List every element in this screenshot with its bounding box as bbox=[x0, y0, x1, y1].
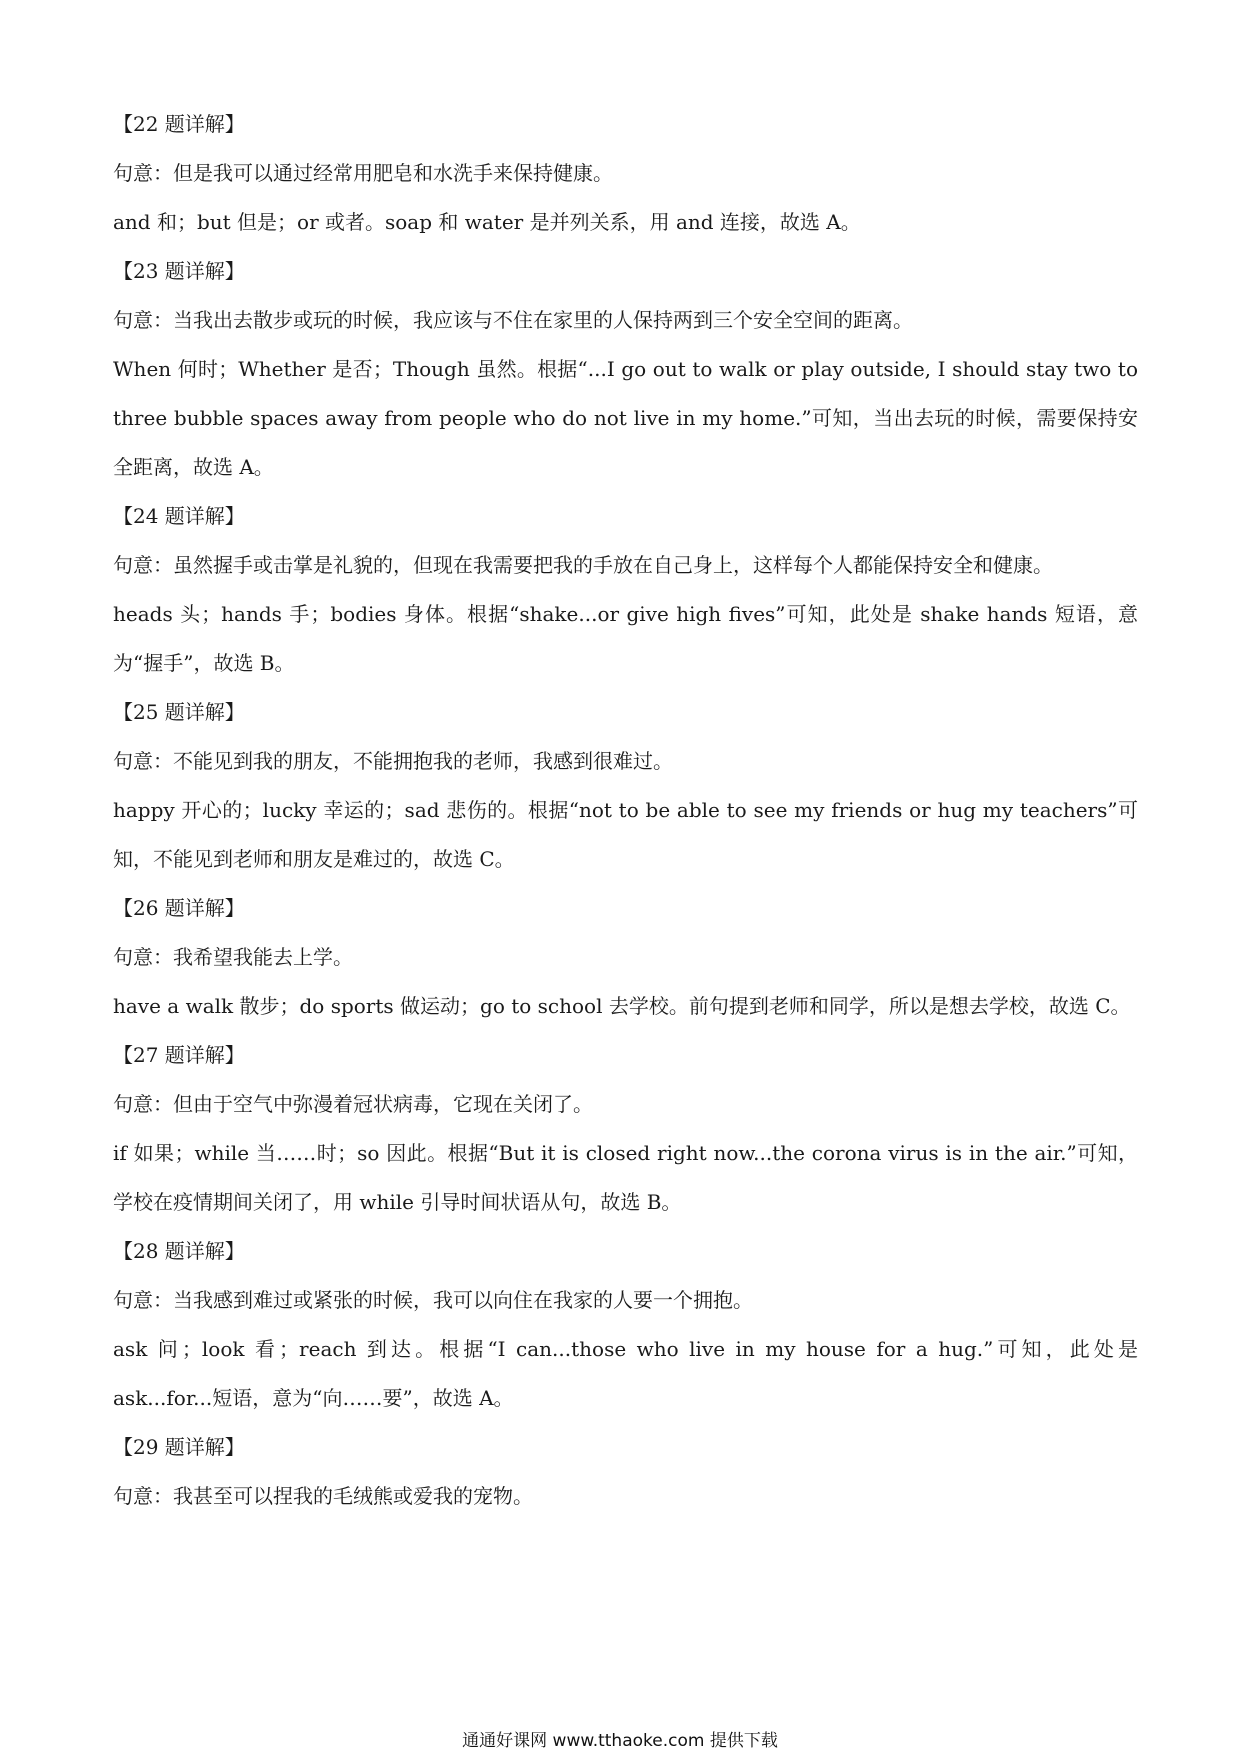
answer-explanation: happy 开心的；lucky 幸运的；sad 悲伤的。根据“not to be able to see my friends or hug my teachers”可知，不能见到老师和朋友是难过的，故选 C。 bbox=[113, 798, 1138, 871]
section-heading: 【29 题详解】 bbox=[113, 1435, 245, 1459]
section-29 bbox=[113, 1423, 1138, 1521]
section-23 bbox=[113, 247, 1138, 492]
sentence-meaning: 句意：我希望我能去上学。 bbox=[113, 945, 353, 969]
answer-explanation: When 何时；Whether 是否；Though 虽然。根据“...I go out to walk or play outside, I should stay two to three bubble spaces away from people who do not live in my home.”可知，当出去玩的时候，需要保持安全距离，故选 A。 bbox=[113, 357, 1138, 479]
sentence-meaning: 句意：虽然握手或击掌是礼貌的，但现在我需要把我的手放在自己身上，这样每个人都能保持安全和健康。 bbox=[113, 553, 1053, 577]
sentence-meaning: 句意：不能见到我的朋友，不能拥抱我的老师，我感到很难过。 bbox=[113, 749, 673, 773]
section-heading: 【25 题详解】 bbox=[113, 700, 245, 724]
answer-explanation: if 如果；while 当……时；so 因此。根据“But it is closed right now...the corona virus is in the air.”可知，学校在疫情期间关闭了，用 while 引导时间状语从句，故选 B。 bbox=[113, 1141, 1138, 1214]
section-heading: 【26 题详解】 bbox=[113, 896, 245, 920]
answer-explanation: and 和；but 但是；or 或者。soap 和 water 是并列关系，用 and 连接，故选 A。 bbox=[113, 210, 861, 234]
section-25 bbox=[113, 688, 1138, 884]
page-footer: 通通好课网 www.tthaoke.com 提供下载 bbox=[462, 1731, 778, 1751]
sentence-meaning: 句意：但是我可以通过经常用肥皂和水洗手来保持健康。 bbox=[113, 161, 613, 185]
answer-explanation: ask 问；look 看；reach 到达。根据“I can...those who live in my house for a hug.”可知，此处是 ask...for...短语，意为“向……要”，故选 A。 bbox=[113, 1337, 1138, 1410]
sentence-meaning: 句意：我甚至可以捏我的毛绒熊或爱我的宠物。 bbox=[113, 1484, 533, 1508]
section-heading: 【22 题详解】 bbox=[113, 112, 245, 136]
sentence-meaning: 句意：当我感到难过或紧张的时候，我可以向住在我家的人要一个拥抱。 bbox=[113, 1288, 753, 1312]
answer-explanation: have a walk 散步；do sports 做运动；go to school 去学校。前句提到老师和同学，所以是想去学校，故选 C。 bbox=[113, 994, 1131, 1018]
section-27 bbox=[113, 1031, 1138, 1227]
document-body bbox=[113, 100, 1138, 1521]
section-26 bbox=[113, 884, 1138, 1031]
section-heading: 【28 题详解】 bbox=[113, 1239, 245, 1263]
section-22 bbox=[113, 100, 1138, 247]
section-28 bbox=[113, 1227, 1138, 1423]
answer-explanation: heads 头；hands 手；bodies 身体。根据“shake...or give high fives”可知，此处是 shake hands 短语，意为“握手”，故选 B。 bbox=[113, 602, 1138, 675]
section-heading: 【24 题详解】 bbox=[113, 504, 245, 528]
section-24 bbox=[113, 492, 1138, 688]
section-heading: 【27 题详解】 bbox=[113, 1043, 245, 1067]
sentence-meaning: 句意：但由于空气中弥漫着冠状病毒，它现在关闭了。 bbox=[113, 1092, 593, 1116]
section-heading: 【23 题详解】 bbox=[113, 259, 245, 283]
sentence-meaning: 句意：当我出去散步或玩的时候，我应该与不住在家里的人保持两到三个安全空间的距离。 bbox=[113, 308, 913, 332]
